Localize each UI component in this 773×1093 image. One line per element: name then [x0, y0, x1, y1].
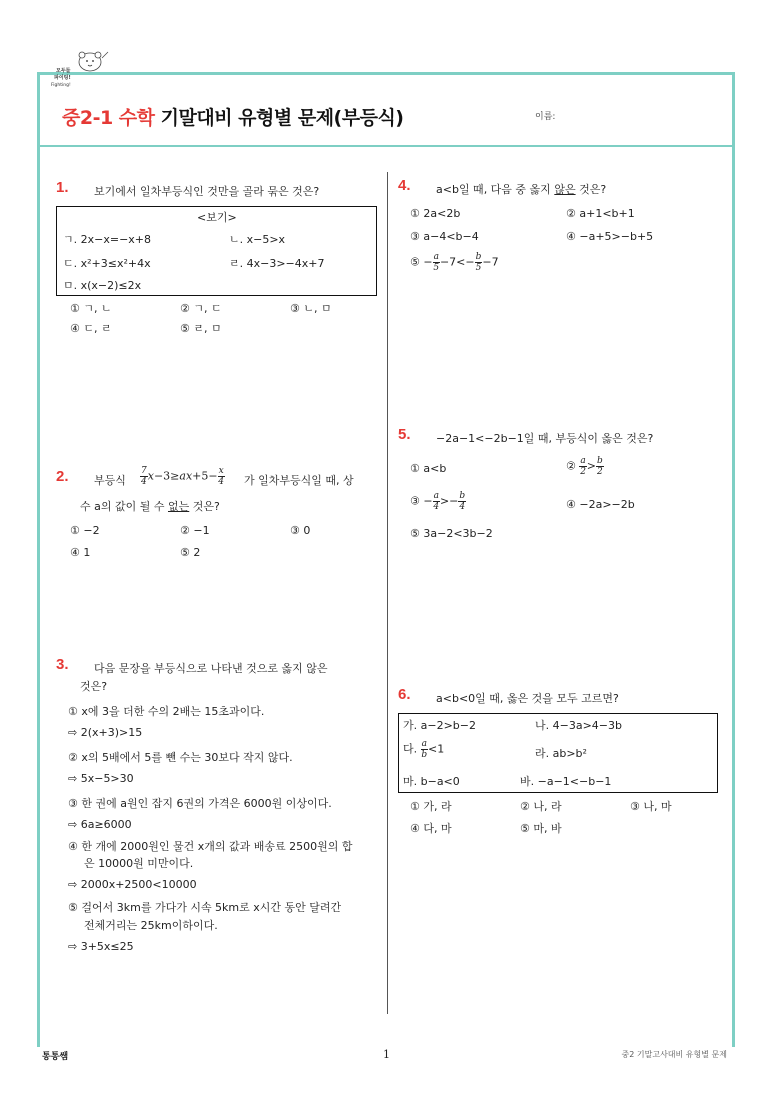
q4-option-4[interactable]: ④ −a+5>−b+5	[566, 230, 654, 243]
column-divider	[387, 172, 388, 1014]
q5-frac-a-2: $\frac{a}{2}$	[580, 456, 586, 477]
q4-option-5-end: −7	[482, 255, 499, 269]
q3-item-4[interactable]: ④ 한 개에 2000원인 물건 x개의 값과 배송료 2500원의 합	[68, 840, 353, 853]
q3-item-5[interactable]: ⑤ 걸어서 3km를 가다가 시속 5km로 x시간 동안 달려간	[68, 901, 342, 914]
mascot-text-1: 모두들	[56, 68, 71, 74]
mascot-text-2: 파이팅!	[54, 75, 71, 81]
q2-frac-x-4: $\frac{x}{4}$	[218, 466, 224, 487]
q5-number: 5.	[398, 426, 411, 443]
title-topic: 기말대비 유형별 문제(부등식)	[160, 107, 404, 129]
q3-item-2[interactable]: ② x의 5배에서 5를 뺀 수는 30보다 작지 않다.	[68, 751, 293, 764]
q2-frac-7-4: $\frac{7}{4}$	[141, 466, 147, 487]
q4-option-5-prefix: ⑤ −	[410, 255, 433, 269]
q3-item-4-answer: ⇨ 2000x+2500<10000	[68, 878, 197, 891]
q4-option-5[interactable]	[410, 252, 499, 273]
q2-text-a: 부등식	[94, 474, 126, 487]
q1-item-5: ㅁ. x(x−2)≤2x	[63, 279, 142, 292]
q1-item-1: ㄱ. 2x−x=−x+8	[63, 233, 152, 246]
q4-option-2[interactable]: ② a+1<b+1	[566, 207, 635, 220]
footer-title: 중2 기말고사대비 유형별 문제	[621, 1050, 727, 1059]
q1-option-5[interactable]: ⑤ ㄹ, ㅁ	[180, 322, 222, 335]
q6-option-1[interactable]: ① 가, 라	[410, 800, 452, 813]
q5-option-2-prefix: ②	[566, 459, 576, 473]
q1-option-1[interactable]: ① ㄱ, ㄴ	[70, 302, 112, 315]
q2-number: 2.	[56, 468, 69, 485]
footer-author: 통통쌤	[42, 1052, 69, 1062]
mascot-text-3: Fighting!	[51, 83, 71, 88]
q3-item-3[interactable]: ③ 한 권에 a원인 잡지 6권의 가격은 6000원 이상이다.	[68, 797, 332, 810]
q2-text-b: 가 일차부등식일 때, 상	[244, 474, 354, 487]
q4-option-5-mid: −7<−	[439, 255, 475, 269]
q2-option-3[interactable]: ③ 0	[290, 524, 311, 537]
q3-text-line2: 것은?	[80, 680, 108, 693]
q6-option-4[interactable]: ④ 다, 마	[410, 822, 452, 835]
q2-option-5[interactable]: ⑤ 2	[180, 546, 201, 559]
q6-item-da: 다. $\frac{a}{b}$ <1	[403, 739, 445, 760]
q3-item-5-cont: 전체거리는 25km이하이다.	[84, 919, 218, 932]
q6-item-ma: 마. b−a<0	[403, 775, 460, 788]
q5-option-2[interactable]: ② $\frac{a}{2}$ > $\frac{b}{2}$	[566, 456, 603, 477]
q6-number: 6.	[398, 686, 411, 703]
q3-text-line1: 다음 문장을 부등식으로 나타낸 것으로 옳지 않은	[94, 662, 328, 675]
q1-option-3[interactable]: ③ ㄴ, ㅁ	[290, 302, 332, 315]
q5-frac-a-4: $\frac{a}{4}$	[433, 491, 440, 512]
name-label: 이름:	[535, 112, 556, 122]
q1-number: 1.	[56, 179, 69, 196]
q6-item-ba: 바. −a−1<−b−1	[520, 775, 612, 788]
q6-box	[398, 713, 718, 793]
q6-item-na: 나. 4−3a>4−3b	[535, 719, 622, 732]
q2-text-underline: 없는	[167, 500, 190, 513]
q5-option-5[interactable]: ⑤ 3a−2<3b−2	[410, 527, 493, 540]
q5-option-3-mid: >−	[439, 494, 459, 508]
q5-option-3[interactable]	[410, 491, 466, 512]
q2-option-1[interactable]: ① −2	[70, 524, 100, 537]
q1-item-3: ㄷ. x²+3≤x²+4x	[63, 257, 151, 270]
q5-option-4[interactable]: ④ −2a>−2b	[566, 498, 635, 511]
q1-bogi-box	[56, 206, 377, 296]
q4-text-line	[436, 181, 606, 197]
q2-option-4[interactable]: ④ 1	[70, 546, 91, 559]
q4-number: 4.	[398, 177, 411, 194]
q3-number: 3.	[56, 656, 69, 673]
q6-text: a<b<0일 때, 옳은 것을 모두 고르면?	[436, 692, 619, 705]
q4-text-underline: 않은	[554, 183, 576, 196]
q2-text-c: 수 a의 값이 될 수	[80, 500, 165, 513]
q1-item-4: ㄹ. 4x−3>−4x+7	[229, 257, 325, 270]
q4-frac-a-5: $\frac{a}{5}$	[433, 252, 440, 273]
q3-item-2-answer: ⇨ 5x−5>30	[68, 772, 134, 785]
q4-frac-b-5: $\frac{b}{5}$	[475, 252, 482, 273]
q5-text: −2a−1<−2b−1일 때, 부등식이 옳은 것은?	[436, 432, 654, 445]
q5-option-3-prefix: ③ −	[410, 494, 433, 508]
q1-option-4[interactable]: ④ ㄷ, ㄹ	[70, 322, 112, 335]
q5-option-1[interactable]: ① a<b	[410, 462, 447, 475]
q4-option-1[interactable]: ① 2a<2b	[410, 207, 461, 220]
q1-text: 보기에서 일차부등식인 것만을 골라 묶은 것은?	[94, 185, 320, 198]
q3-item-3-answer: ⇨ 6a≥6000	[68, 818, 132, 831]
q3-item-1[interactable]: ① x에 3을 더한 수의 2배는 15초과이다.	[68, 705, 265, 718]
header-divider	[40, 145, 732, 147]
q5-frac-b-2: $\frac{b}{2}$	[596, 456, 603, 477]
q2-text-line2	[80, 498, 220, 514]
q3-item-1-answer: ⇨ 2(x+3)>15	[68, 726, 143, 739]
q1-option-2[interactable]: ② ㄱ, ㄷ	[180, 302, 222, 315]
q6-item-ga: 가. a−2>b−2	[403, 719, 476, 732]
q6-option-3[interactable]: ③ 나, 마	[630, 800, 672, 813]
q2-text-d: 것은?	[192, 500, 220, 513]
q6-option-5[interactable]: ⑤ 마, 바	[520, 822, 562, 835]
title-subject: 중2-1 수학	[62, 107, 155, 129]
q5-frac-b-4: $\frac{b}{4}$	[459, 491, 466, 512]
q1-item-2: ㄴ. x−5>x	[229, 233, 286, 246]
page-number: 1	[383, 1048, 390, 1061]
q6-option-2[interactable]: ② 나, 라	[520, 800, 562, 813]
page-title	[62, 103, 404, 130]
q3-item-4-cont: 은 10000원 미만이다.	[84, 857, 194, 870]
q1-box-title: <보기>	[197, 211, 237, 224]
q4-option-3[interactable]: ③ a−4<b−4	[410, 230, 479, 243]
q3-item-5-answer: ⇨ 3+5x≤25	[68, 940, 134, 953]
q2-option-2[interactable]: ② −1	[180, 524, 210, 537]
mascot-bear-logo	[50, 48, 118, 90]
q6-frac-a-b: $\frac{a}{b}$	[421, 739, 428, 760]
q4-text-b: 것은?	[579, 183, 607, 196]
q2-inequality: $\frac{7}{4}$ x−3≥ax+5− $\frac{x}{4}$	[141, 466, 224, 487]
q6-item-ra: 라. ab>b²	[535, 747, 587, 760]
q4-text-a: a<b일 때, 다음 중 옳지	[436, 183, 551, 196]
